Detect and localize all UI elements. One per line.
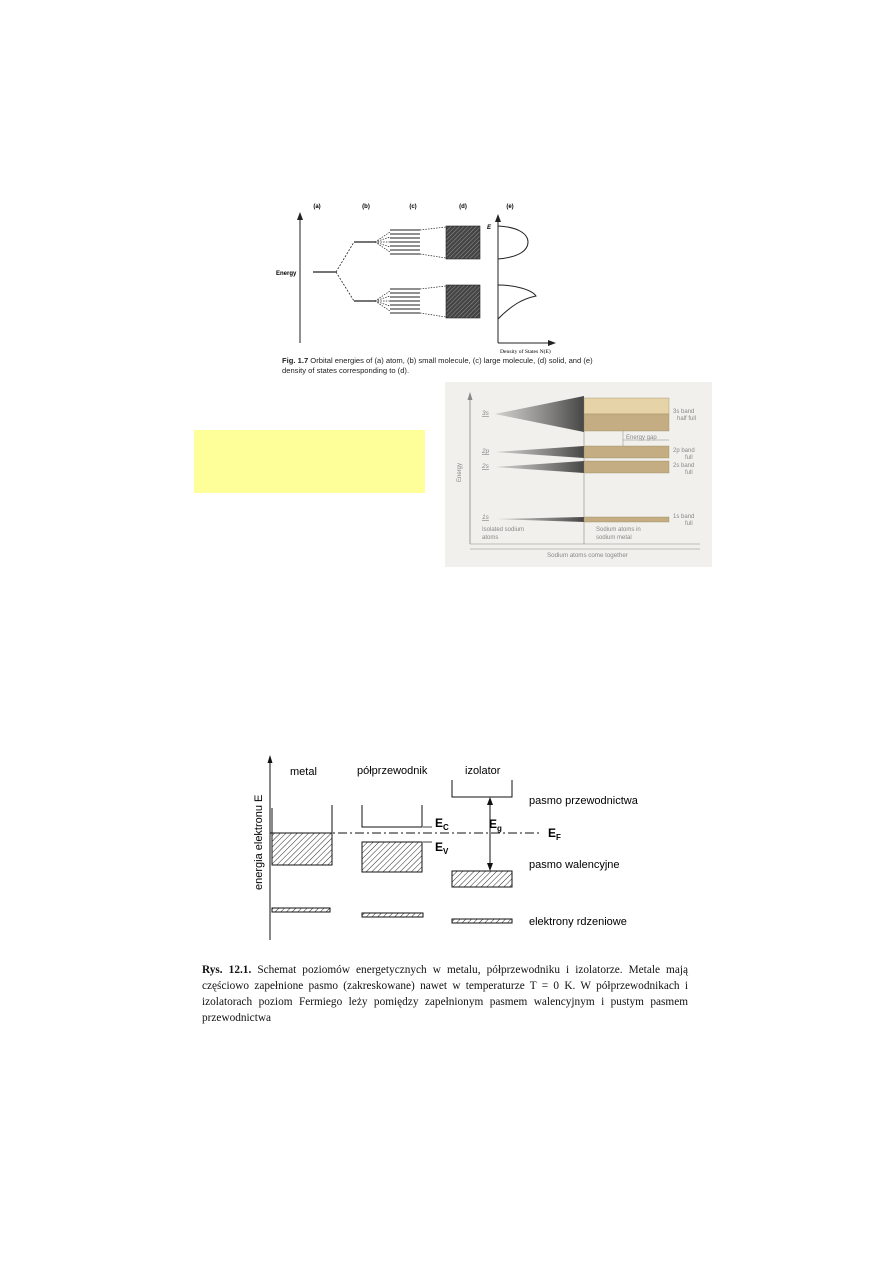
sodium-energy-label: Energy	[457, 462, 463, 482]
semi-valence-band	[362, 842, 422, 872]
band-3s-lower	[584, 414, 669, 431]
energy-axis-label: Energy	[276, 271, 297, 277]
energy-axis-label-12: energia elektronu E	[253, 794, 265, 890]
band-label-2s-fill: full	[685, 470, 693, 476]
band-label-1s-fill: full	[685, 521, 693, 527]
metal-valence-band	[272, 833, 332, 865]
panel-label-b: (b)	[362, 204, 370, 210]
insulator-core-band	[452, 919, 512, 923]
fig12-caption	[202, 962, 688, 1026]
eg-label: $E_g$	[489, 817, 502, 833]
metal-core-band	[272, 908, 330, 912]
band-label-2p-fill: full	[685, 455, 693, 461]
sodium-band-figure	[445, 382, 712, 567]
semi-core-band	[362, 913, 423, 917]
level-3s: 3s	[482, 410, 489, 417]
band-label-1s: 1s band	[673, 514, 695, 520]
fig1-caption-label: Fig. 1.7	[282, 356, 309, 365]
column-semiconductor: półprzewodnik	[357, 765, 428, 777]
metal-note-2: sodium metal	[596, 535, 632, 541]
metal-note-1: Sodium atoms in	[596, 527, 641, 533]
band-label-3s-fill: half full	[677, 416, 697, 422]
e-axis-label: E	[487, 225, 492, 231]
ec-label: $E_C$	[435, 816, 449, 832]
band-1s	[584, 517, 669, 522]
ef-label: $E_F$	[548, 826, 561, 842]
fig12-caption-label: Rys. 12.1.	[202, 964, 252, 976]
panel-label-a: (a)	[313, 204, 321, 210]
band-3s-upper	[584, 398, 669, 414]
energy-gap-label: Energy gap	[626, 435, 657, 441]
band-2p	[584, 446, 669, 458]
lower-band-block	[446, 285, 480, 318]
fig1-caption	[282, 356, 602, 376]
core-electrons-label: elektrony rdzeniowe	[529, 916, 627, 928]
sodium-x-label: Sodium atoms come together	[547, 552, 628, 559]
yellow-highlight-box	[194, 430, 425, 493]
band-label-3s: 3s band	[673, 409, 695, 415]
conduction-band-label: pasmo przewodnictwa	[529, 795, 638, 807]
panel-label-e: (e)	[506, 204, 514, 210]
orbital-energy-figure	[270, 195, 570, 357]
band-2s	[584, 461, 669, 473]
fig1-caption-text: Orbital energies of (a) atom, (b) small molecule, (c) large molecule, (d) solid, and (e) density of states corresponding to (d).	[282, 356, 593, 375]
insulator-valence-band	[452, 871, 512, 887]
band-scheme-figure	[250, 750, 650, 945]
band-label-2p: 2p band	[673, 448, 695, 454]
panel-label-d: (d)	[459, 204, 467, 210]
level-2p: 2p	[482, 448, 490, 455]
fig12-caption-text: Schemat poziomów energetycznych w metalu, półprzewodniku i izolatorze. Metale mają częściowo zapełnione pasmo (zakreskowane) nawet w temperaturze T = 0 K. W półprzewodnikach i izolatorach poziom Fermiego leży pomiędzy zapełnionym pasmem walencyjnym i pustym pasmem przewodnictwa	[202, 964, 688, 1024]
level-1s: 1s	[482, 514, 489, 521]
column-insulator: izolator	[465, 765, 501, 777]
column-metal: metal	[290, 766, 317, 778]
upper-band-block	[446, 226, 480, 259]
ev-label: $E_V$	[435, 840, 449, 856]
valence-band-label: pasmo walencyjne	[529, 859, 620, 871]
panel-label-c: (c)	[409, 204, 417, 210]
band-label-2s: 2s band	[673, 463, 695, 469]
dos-axis-label: Density of States N(E)	[500, 349, 551, 355]
isolated-note-2: atoms	[482, 535, 499, 541]
isolated-note-1: Isolated sodium	[482, 527, 525, 533]
level-2s: 2s	[482, 463, 489, 470]
